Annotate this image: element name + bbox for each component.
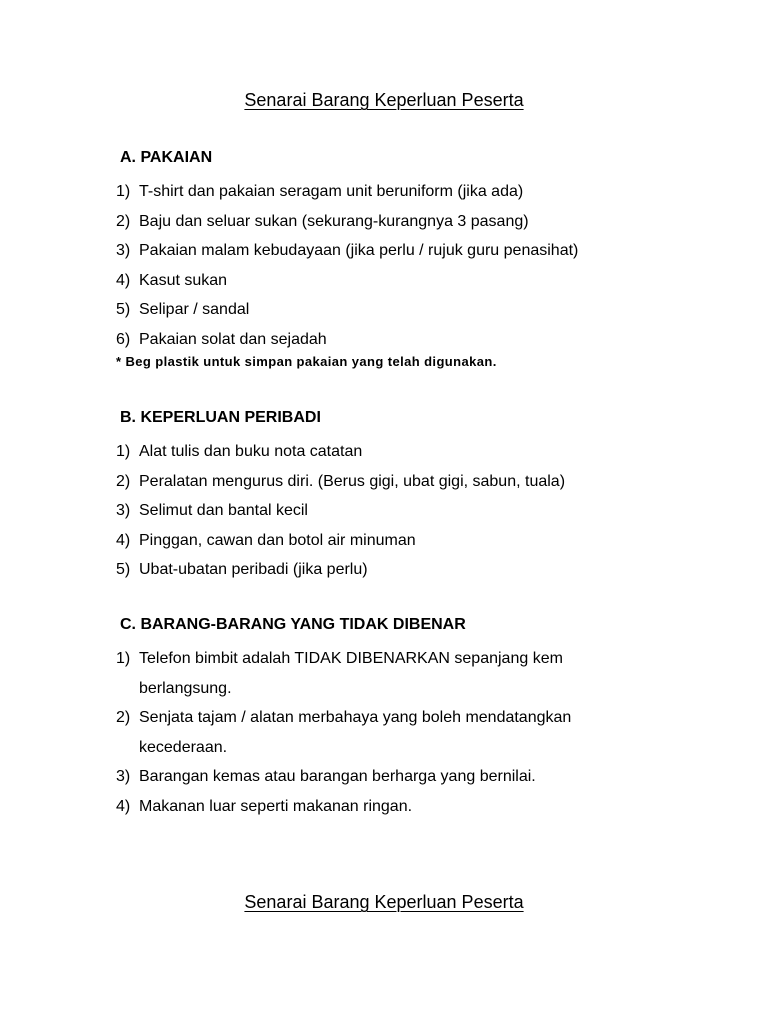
- document-title: Senarai Barang Keperluan Peserta: [244, 90, 524, 110]
- list-item: [0, 295, 578, 325]
- item-text: [0, 703, 571, 762]
- item-text: T-shirt dan pakaian seragam unit beruniform (jika ada): [139, 183, 524, 200]
- list-item: [0, 555, 565, 585]
- item-text: Ubat-ubatan peribadi (jika perlu): [139, 561, 368, 578]
- item-number: 6): [116, 330, 131, 348]
- item-text-line: Telefon bimbit adalah TIDAK DIBENARKAN sepanjang kem: [139, 650, 563, 667]
- item-number: 1): [116, 443, 131, 460]
- item-text: Makanan luar seperti makanan ringan.: [139, 797, 413, 815]
- item-number: 3): [116, 242, 131, 259]
- section-heading: B. KEPERLUAN PERIBADI: [120, 409, 321, 426]
- document-title-repeat: Senarai Barang Keperluan Peserta: [244, 892, 524, 912]
- item-number: 4): [116, 271, 131, 289]
- list-item: [0, 644, 571, 703]
- item-text: Baju dan seluar sukan (sekurang-kurangnya 3 pasang): [139, 212, 529, 230]
- item-number: 4): [116, 531, 131, 549]
- item-text: Kasut sukan: [139, 271, 228, 289]
- list-item: [0, 496, 565, 526]
- item-number: 5): [116, 561, 131, 578]
- list-item: [0, 236, 578, 266]
- item-text: Selimut dan bantal kecil: [139, 502, 308, 519]
- item-number: 2): [116, 212, 131, 230]
- list-item: [0, 792, 571, 822]
- section-heading: A. PAKAIAN: [120, 149, 213, 166]
- item-list: [0, 644, 571, 821]
- list-item: [0, 207, 578, 237]
- section-heading: C. BARANG-BARANG YANG TIDAK DIBENAR: [120, 616, 466, 633]
- list-item: [0, 437, 565, 467]
- list-item: [0, 325, 578, 355]
- list-item: [0, 177, 578, 207]
- item-list: [0, 177, 578, 354]
- item-text-line: berlangsung.: [139, 679, 232, 697]
- item-number: 5): [116, 301, 131, 318]
- item-number: 1): [116, 650, 131, 667]
- item-number: 4): [116, 797, 131, 815]
- section-note: * Beg plastik untuk simpan pakaian yang telah digunakan.: [116, 354, 497, 369]
- list-item: [0, 467, 565, 497]
- item-text: Barangan kemas atau barangan berharga yang bernilai.: [139, 768, 536, 785]
- list-item: [0, 762, 571, 792]
- item-text: Peralatan mengurus diri. (Berus gigi, ubat gigi, sabun, tuala): [139, 472, 566, 490]
- item-number: 2): [116, 472, 131, 490]
- item-text: Selipar / sandal: [139, 301, 250, 318]
- item-text: Pakaian solat dan sejadah: [139, 330, 327, 348]
- item-text-line: kecederaan.: [139, 738, 228, 756]
- item-text: [0, 644, 571, 703]
- item-number: 1): [116, 183, 131, 200]
- list-item: [0, 266, 578, 296]
- item-text: Pinggan, cawan dan botol air minuman: [139, 531, 416, 549]
- list-item: [0, 526, 565, 556]
- item-number: 3): [116, 502, 131, 519]
- item-text: Alat tulis dan buku nota catatan: [139, 443, 363, 460]
- item-number: 2): [116, 709, 131, 726]
- item-text: Pakaian malam kebudayaan (jika perlu / rujuk guru penasihat): [139, 242, 579, 259]
- list-item: [0, 703, 571, 762]
- item-text-line: Senjata tajam / alatan merbahaya yang boleh mendatangkan: [139, 709, 572, 726]
- item-list: [0, 437, 565, 585]
- item-number: 3): [116, 768, 131, 785]
